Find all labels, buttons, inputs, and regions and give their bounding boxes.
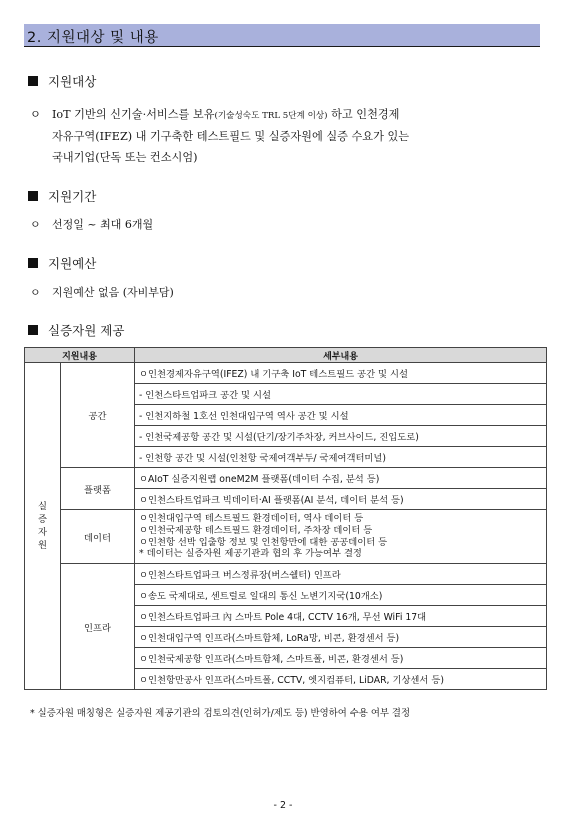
space-detail: - 인천스타트업파크 공간 및 시설 (135, 384, 547, 405)
space-detail: - 인천항 공간 및 시설(인천항 국제여객부두/ 국제여객터미널) (135, 447, 547, 468)
circle-bullet-icon: ㅇ (30, 108, 41, 121)
target-heading-text: 지원대상 (48, 74, 97, 89)
infra-detail: ㅇ인천국제공항 인프라(스마트함체, 스마트폴, 비콘, 환경센서 등) (135, 648, 547, 669)
header-details: 세부내용 (135, 348, 547, 363)
table-row (25, 510, 547, 564)
resources-heading-text: 실증자원 제공 (48, 323, 125, 338)
platform-detail: ㅇAIoT 실증지원랩 oneM2M 플랫폼(데이터 수집, 분석 등) (135, 468, 547, 489)
section-title: 2. 지원대상 및 내용 (27, 30, 159, 46)
budget-heading-text: 지원예산 (48, 256, 97, 271)
table-header-row (25, 348, 547, 363)
target-line-3: 국내기업(단독 또는 컨소시엄) (52, 151, 198, 164)
table-row (25, 363, 547, 384)
square-bullet-icon (28, 76, 38, 86)
section-title-bar (24, 24, 540, 47)
budget-text: 지원예산 없음 (자비부담) (52, 286, 174, 299)
infra-detail: ㅇ인천스타트업파크 內 스마트 Pole 4대, CCTV 16개, 무선 WiFi 17대 (135, 606, 547, 627)
data-line: ㅇ인천항 선박 입출항 정보 및 인천항만에 대한 공공데이터 등 (139, 536, 388, 548)
data-note: * 데이터는 실증자원 제공기관과 협의 후 가능여부 결정 (139, 548, 362, 560)
square-bullet-icon (28, 258, 38, 268)
target-heading (28, 72, 96, 90)
platform-detail: ㅇ인천스타트업파크 빅데이터·AI 플랫폼(AI 분석, 데이터 분석 등) (135, 489, 547, 510)
table-row (25, 468, 547, 489)
data-line: ㅇ인천국제공항 테스트필드 환경데이터, 주차장 데이터 등 (139, 524, 373, 536)
infra-detail: ㅇ인천스타트업파크 버스정류장(버스쉘터) 인프라 (135, 564, 547, 585)
table-footnote: * 실증자원 매칭형은 실증자원 제공기관의 검토의견(인허가/제도 등) 반영하여 수용 여부 결정 (30, 708, 411, 719)
infra-detail: ㅇ인천대입구역 인프라(스마트함체, LoRa망, 비콘, 환경센서 등) (135, 627, 547, 648)
circle-bullet-icon: ㅇ (30, 218, 41, 231)
period-text: 선정일 ~ 최대 6개월 (52, 218, 154, 231)
resources-table (24, 347, 547, 690)
data-line: ㅇ인천대입구역 테스트필드 환경데이터, 역사 데이터 등 (139, 513, 364, 524)
square-bullet-icon (28, 325, 38, 335)
space-detail: - 인천지하철 1호선 인천대입구역 역사 공간 및 시설 (135, 405, 547, 426)
category-data: 데이터 (61, 510, 135, 564)
table-row (25, 564, 547, 585)
space-detail: ㅇ인천경제자유구역(IFEZ) 내 기구축 IoT 테스트필드 공간 및 시설 (135, 363, 547, 384)
group-label-vertical: 실 증 자 원 (25, 363, 61, 690)
space-detail: - 인천국제공항 공간 및 시설(단기/장기주차장, 커브사이드, 진입도로) (135, 426, 547, 447)
period-heading-text: 지원기간 (48, 189, 97, 204)
square-bullet-icon (28, 191, 38, 201)
target-line-2: 자유구역(IFEZ) 내 기구축한 테스트필드 및 실증자원에 실증 수요가 있는 (52, 129, 410, 143)
infra-detail: ㅇ송도 국제대로, 센트럴로 일대의 통신 노변기지국(10개소) (135, 585, 547, 606)
category-platform: 플랫폼 (61, 468, 135, 510)
resources-heading (28, 321, 124, 339)
period-heading (28, 187, 96, 205)
budget-heading (28, 254, 96, 272)
category-infra: 인프라 (61, 564, 135, 690)
data-detail (135, 510, 547, 564)
target-line-1: IoT 기반의 신기술·서비스를 보유(기술성숙도 TRL 5단계 이상) 하고 인천경제 (52, 108, 400, 121)
circle-bullet-icon: ㅇ (30, 286, 41, 299)
infra-detail: ㅇ인천항만공사 인프라(스마트폴, CCTV, 엣지컴퓨터, LiDAR, 기상센서 등) (135, 669, 547, 690)
page-number: - 2 - (273, 800, 293, 811)
category-space: 공간 (61, 363, 135, 468)
header-support-content: 지원내용 (25, 348, 135, 363)
